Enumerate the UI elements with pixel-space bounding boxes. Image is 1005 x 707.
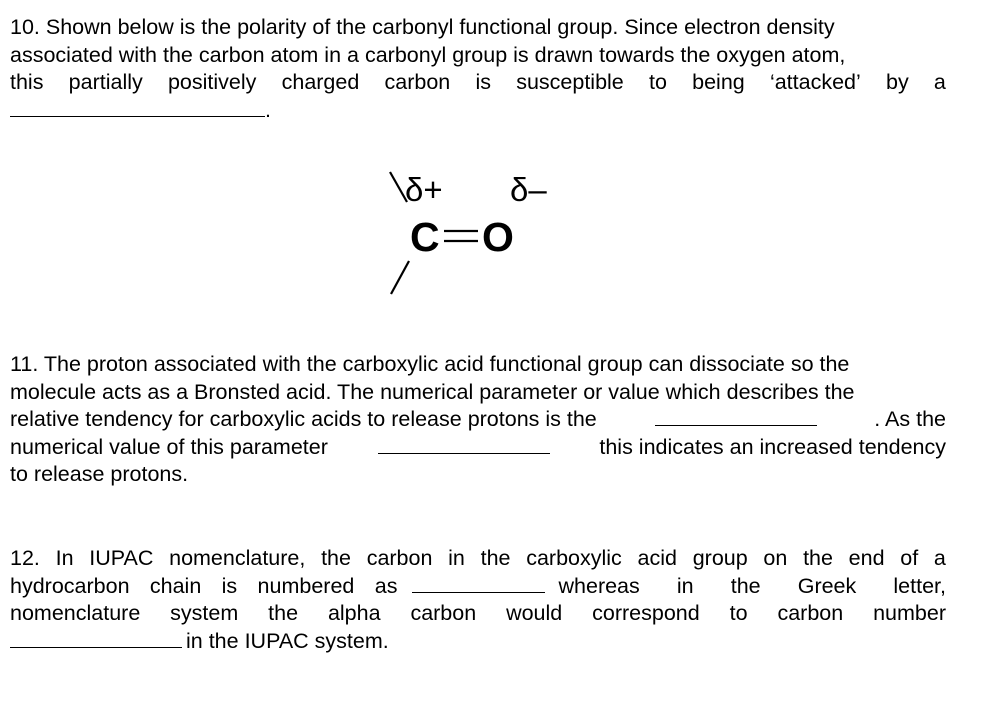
q12-line-1: [10, 545, 946, 573]
word: carboxylic: [526, 546, 622, 570]
word: the: [480, 546, 511, 570]
word: number: [873, 601, 946, 625]
question-11: [10, 351, 946, 489]
q11-line-2: molecule acts as a Bronsted acid. The numerical parameter or value which describes the: [10, 379, 855, 404]
question-10: [10, 14, 946, 124]
word: of: [900, 546, 919, 570]
word: positively: [167, 70, 257, 94]
word: to: [729, 601, 748, 625]
word: end: [848, 546, 885, 570]
word: IUPAC: [89, 546, 154, 570]
carbon-atom-label: C: [410, 214, 440, 260]
q11-line-5: to release protons.: [10, 462, 189, 486]
lower-substituent-bond: [391, 261, 409, 294]
word: chain: [149, 573, 202, 598]
word: system: [170, 601, 239, 625]
word: in: [448, 546, 465, 570]
word: In: [55, 546, 74, 570]
q12-carbon-number-blank[interactable]: [10, 628, 182, 648]
q10-answer-blank[interactable]: [10, 97, 265, 117]
word: susceptible: [516, 70, 624, 94]
word: acid: [637, 546, 677, 570]
q12-iupac-number-blank[interactable]: [412, 573, 545, 593]
q10-line-4: .: [10, 97, 946, 125]
q11-trend-blank[interactable]: [378, 434, 550, 454]
word: by: [885, 70, 909, 94]
word: carbon: [384, 70, 451, 94]
word: nomenclature: [10, 601, 141, 625]
word: charged: [281, 70, 360, 94]
q10-line-3: [10, 69, 946, 97]
word: on: [763, 546, 788, 570]
word: the: [730, 573, 761, 598]
word: is: [475, 70, 491, 94]
word: the: [803, 546, 833, 570]
word: is: [221, 573, 238, 598]
word: the: [321, 546, 351, 570]
q11-line-3: relative tendency for carboxylic acids to release protons is the . As the: [10, 407, 946, 431]
q12-line-2: [10, 573, 946, 601]
q12-line-4: in the IUPAC system.: [10, 628, 946, 656]
word: as: [374, 573, 398, 598]
word: carbon: [366, 546, 433, 570]
word: whereas: [558, 573, 640, 598]
word: partially: [68, 70, 143, 94]
word: numbered: [257, 573, 355, 598]
word: carbon: [777, 601, 844, 625]
word: a: [933, 70, 946, 94]
word: being: [692, 70, 745, 94]
delta-plus-label: δ+: [405, 171, 443, 208]
word: correspond: [592, 601, 700, 625]
word: the: [268, 601, 299, 625]
word: letter,: [893, 573, 946, 598]
word: in: [676, 573, 694, 598]
q11-parameter-blank[interactable]: [655, 406, 817, 426]
word: ‘attacked’: [769, 70, 861, 94]
word: alpha: [327, 601, 381, 625]
word: to: [648, 70, 667, 94]
delta-minus-label: δ–: [510, 171, 547, 208]
word-group: [559, 573, 947, 601]
word-group: [10, 573, 398, 601]
q11-line-1: 11. The proton associated with the carboxylic acid functional group can dissociate so the: [10, 352, 850, 376]
word: this: [10, 70, 44, 94]
word: nomenclature,: [169, 546, 306, 570]
word: would: [506, 601, 563, 625]
word: Greek: [797, 573, 857, 598]
q10-line-1: 10. Shown below is the polarity of the carbonyl functional group. Since electron density: [10, 15, 835, 39]
oxygen-atom-label: O: [482, 214, 514, 260]
word: a: [933, 546, 946, 570]
carbonyl-polarity-diagram: [380, 165, 580, 300]
word: group: [692, 546, 748, 570]
word: 12.: [10, 546, 40, 570]
word: carbon: [410, 601, 477, 625]
q10-line-2: associated with the carbon atom in a carbonyl group is drawn towards the oxygen atom,: [10, 42, 846, 67]
word: hydrocarbon: [10, 573, 130, 598]
question-12: [10, 545, 946, 655]
q12-line-3: [10, 600, 946, 628]
q11-line-4: numerical value of this parameter this indicates an increased tendency: [10, 434, 946, 459]
